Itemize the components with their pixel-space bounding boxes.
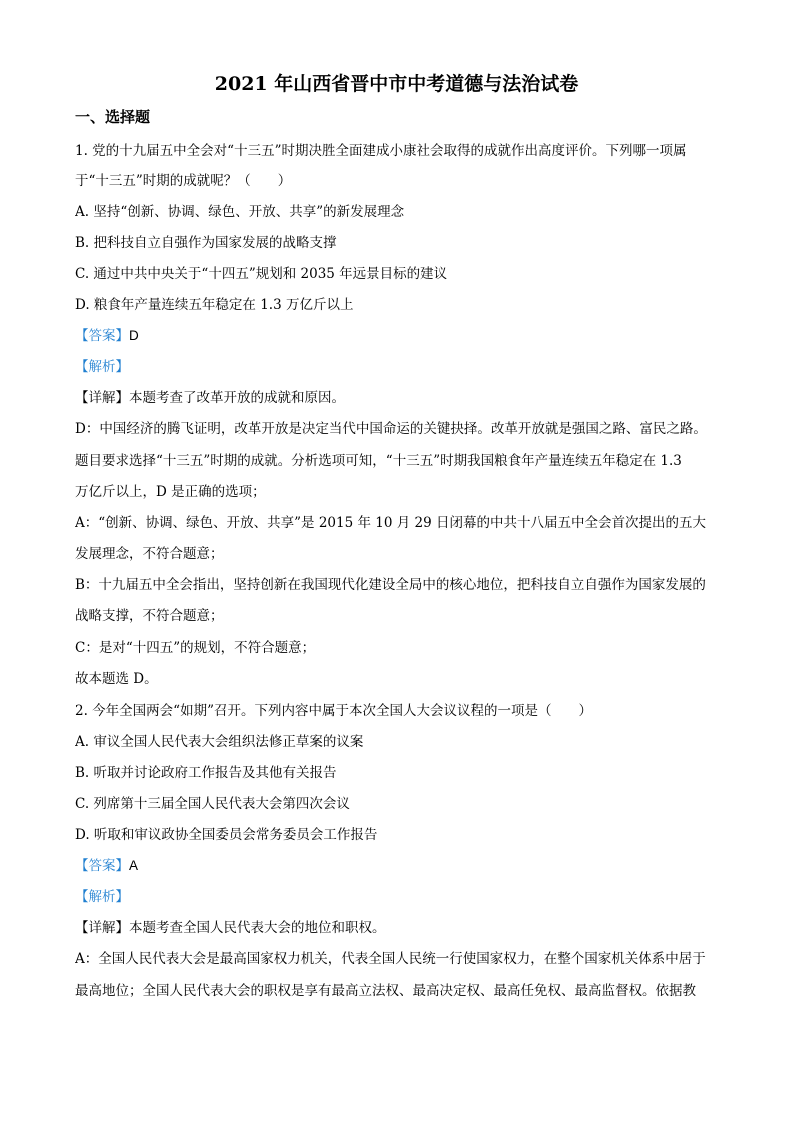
question-1-explanation-line: A：“创新、协调、绿色、开放、共享”是 2015 年 10 月 29 日闭幕的中共十八届五中全会首次提出的五大 <box>75 515 707 531</box>
question-2-option-d: D. 听取和审议政协全国委员会常务委员会工作报告 <box>75 827 378 843</box>
section-heading: 一、选择题 <box>75 108 151 126</box>
answer-value: D <box>129 328 139 343</box>
question-1-explanation-line: 题目要求选择“十三五”时期的成就。分析选项可知，“十三五”时期我国粮食年产量连续五年稳定在 1.3 <box>75 453 682 469</box>
question-1-conclusion: 故本题选 D。 <box>75 671 158 687</box>
analysis-tag: 【解析】 <box>75 889 129 905</box>
page-title: 2021 年山西省晋中市中考道德与法治试卷 <box>214 73 579 95</box>
question-1-detail: 【详解】本题考查了改革开放的成就和原因。 <box>75 390 345 406</box>
question-1-explanation-line: 战略支撑，不符合题意； <box>75 608 224 624</box>
question-1-explanation-line: 万亿斤以上，D 是正确的选项； <box>75 484 266 500</box>
question-2-option-a: A. 审议全国人民代表大会组织法修正草案的议案 <box>75 734 364 750</box>
question-2-explanation-line: 最高地位；全国人民代表大会的职权是享有最高立法权、最高决定权、最高任免权、最高监督权。依据教 <box>75 983 696 999</box>
question-1-answer <box>75 325 725 347</box>
question-2-explanation-line: A：全国人民代表大会是最高国家权力机关，代表全国人民统一行使国家权力，在整个国家机关体系中居于 <box>75 951 706 967</box>
question-1-stem: 1. 党的十九届五中全会对“十三五”时期决胜全面建成小康社会取得的成就作出高度评价。下列哪一项属 <box>75 143 687 159</box>
question-2-option-b: B. 听取并讨论政府工作报告及其他有关报告 <box>75 765 337 781</box>
answer-value: A <box>129 858 139 873</box>
question-2-stem: 2. 今年全国两会“如期”召开。下列内容中属于本次全国人大会议议程的一项是（ ） <box>75 703 592 719</box>
question-1-explanation-line: 发展理念，不符合题意； <box>75 546 224 562</box>
question-2-analysis-tag <box>75 886 725 908</box>
question-2-option-c: C. 列席第十三届全国人民代表大会第四次会议 <box>75 796 350 812</box>
answer-tag: 【答案】 <box>75 328 129 344</box>
question-1-explanation-line: B：十九届五中全会指出，坚持创新在我国现代化建设全局中的核心地位，把科技自立自强作为国家发展的 <box>75 577 706 593</box>
question-2-answer <box>75 855 725 877</box>
question-1-option-a: A. 坚持“创新、协调、绿色、开放、共享”的新发展理念 <box>75 204 405 220</box>
detail-tag: 【详解】 <box>75 920 129 936</box>
answer-tag: 【答案】 <box>75 858 129 874</box>
detail-tag: 【详解】 <box>75 390 129 406</box>
question-1-stem-continued: 于“十三五”时期的成就呢？（ ） <box>75 173 292 189</box>
question-1-analysis-tag <box>75 356 725 378</box>
question-1-option-c: C. 通过中共中央关于“十四五”规划和 2035 年远景目标的建议 <box>75 266 448 282</box>
question-1-option-d: D. 粮食年产量连续五年稳定在 1.3 万亿斤以上 <box>75 297 354 313</box>
analysis-tag: 【解析】 <box>75 359 129 375</box>
question-2-detail: 【详解】本题考查全国人民代表大会的地位和职权。 <box>75 920 386 936</box>
question-1-explanation-line: D：中国经济的腾飞证明，改革开放是决定当代中国命运的关键抉择。改革开放就是强国之路、富民之路。 <box>75 421 707 437</box>
question-1-option-b: B. 把科技自立自强作为国家发展的战略支撑 <box>75 235 337 251</box>
question-1-explanation-line: C：是对“十四五”的规划，不符合题意； <box>75 640 316 656</box>
